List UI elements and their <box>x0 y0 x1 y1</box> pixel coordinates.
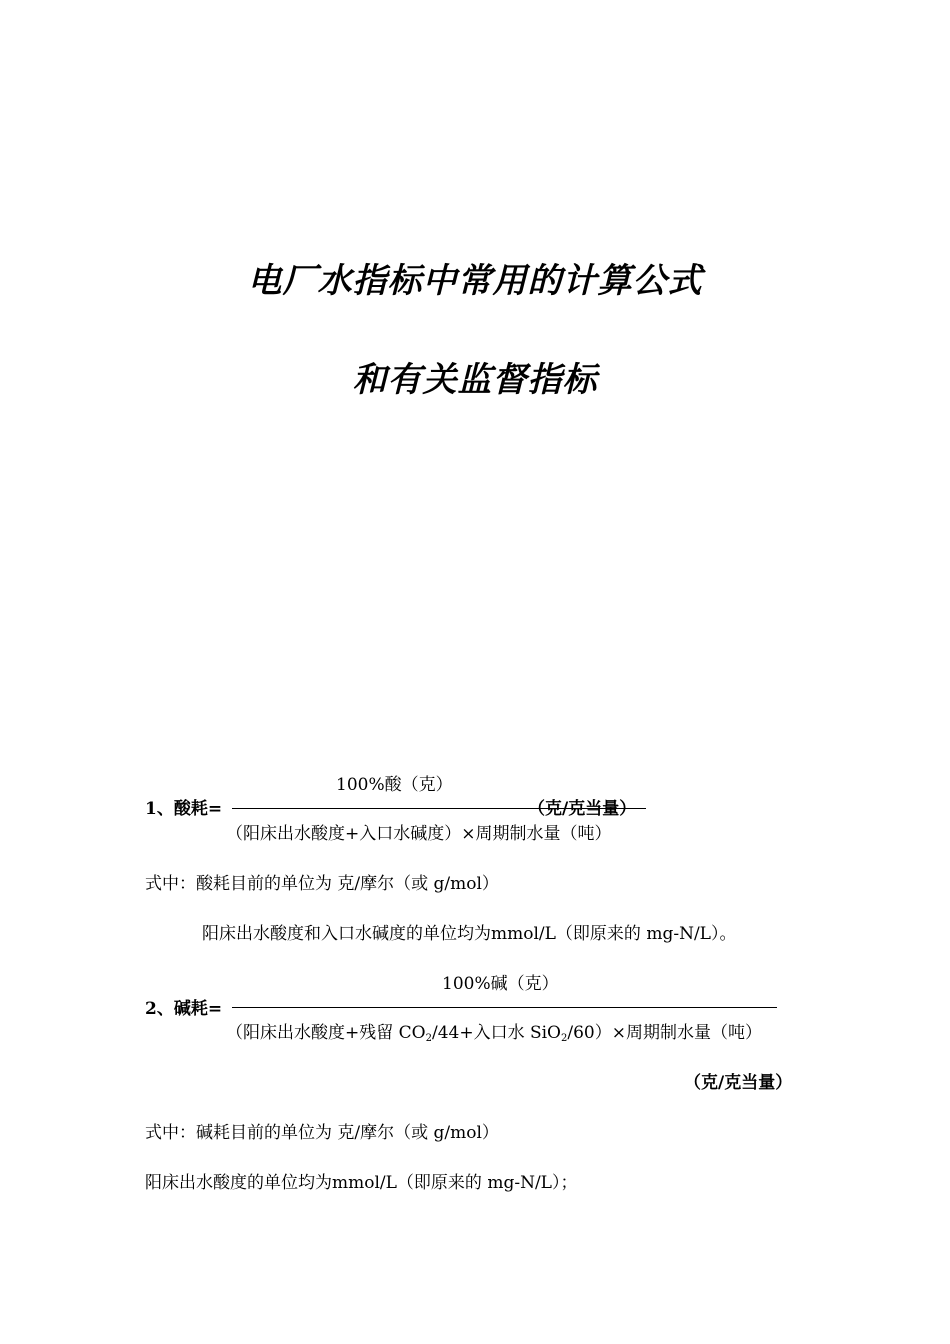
formula1-unit: （克/克当量） <box>528 799 637 819</box>
formula2-unit: （克/克当量） <box>684 1073 793 1093</box>
formula2-denominator: （阳床出水酸度+残留 $CO_2/44+$入口水 SiO$_2$/60）×周期制水量（吨） <box>226 1023 762 1044</box>
formula2-fraction-bar <box>232 1007 777 1008</box>
formula1-note-1: 式中：酸耗目前的单位为 克/摩尔（或 g/mol） <box>145 874 499 894</box>
formula1-denominator: （阳床出水酸度+入口水碱度）×周期制水量（吨） <box>226 824 612 844</box>
title-line-1: 电厂水指标中常用的计算公式 <box>247 261 703 301</box>
formula1-note-2: 阳床出水酸度和入口水碱度的单位均为mmol/L（即原来的 mg-N/L）。 <box>202 924 737 944</box>
formula2-numerator: 100%碱（克） <box>442 974 559 994</box>
title-line-2: 和有关监督指标 <box>352 360 598 400</box>
formula1-label: 1、酸耗= <box>145 799 223 819</box>
formula1-numerator: 100%酸（克） <box>336 775 453 795</box>
formula2-note-1: 式中：碱耗目前的单位为 克/摩尔（或 g/mol） <box>145 1123 499 1143</box>
formula2-note-2: 阳床出水酸度的单位均为mmol/L（即原来的 mg-N/L）； <box>145 1173 578 1193</box>
formula2-label: 2、碱耗= <box>145 999 223 1019</box>
